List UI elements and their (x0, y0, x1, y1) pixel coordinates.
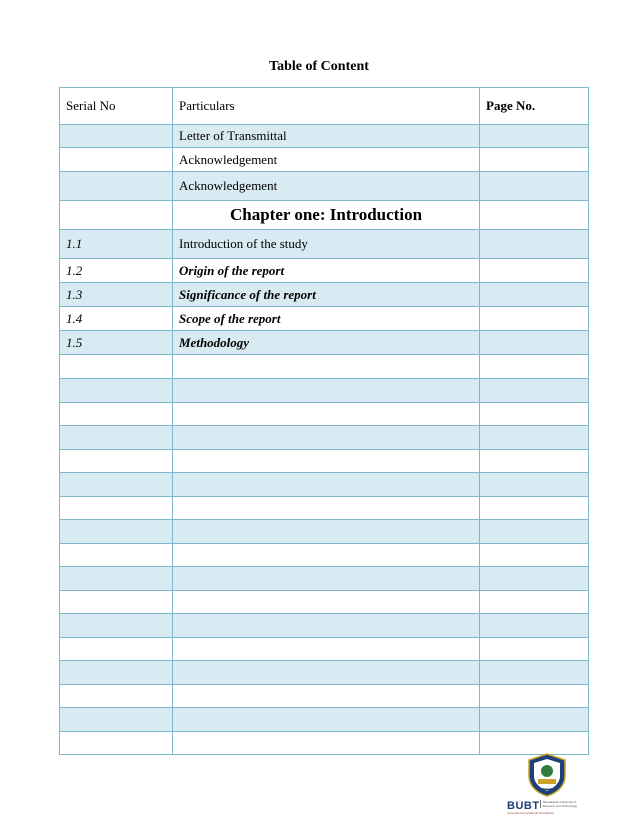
serial-cell: 1.4 (60, 307, 173, 331)
chapter-heading: Chapter one: Introduction (173, 201, 480, 230)
page-cell (480, 259, 589, 283)
particulars-cell: Origin of the report (173, 259, 480, 283)
logo-brand: BUBT (507, 800, 540, 812)
table-row (60, 331, 589, 355)
empty-row (60, 403, 589, 426)
page-cell (480, 125, 589, 148)
table-header-row (60, 88, 589, 125)
particulars-cell: Significance of the report (173, 283, 480, 307)
table-row (60, 172, 589, 201)
header-particulars: Particulars (173, 88, 480, 125)
table-row (60, 283, 589, 307)
empty-row (60, 614, 589, 638)
chapter-row (60, 201, 589, 230)
serial-cell (60, 172, 173, 201)
university-logo (507, 752, 587, 814)
serial-cell: 1.3 (60, 283, 173, 307)
particulars-cell: Methodology (173, 331, 480, 355)
table-row (60, 148, 589, 172)
empty-row (60, 379, 589, 403)
table-row (60, 259, 589, 283)
header-page: Page No. (480, 88, 589, 125)
crest-icon (525, 752, 569, 798)
table-row (60, 307, 589, 331)
empty-row (60, 544, 589, 567)
particulars-cell: Introduction of the study (173, 230, 480, 259)
empty-row (60, 450, 589, 473)
empty-row (60, 497, 589, 520)
page-cell (480, 230, 589, 259)
table-row (60, 230, 589, 259)
header-serial: Serial No (60, 88, 173, 125)
page-cell (480, 307, 589, 331)
logo-tagline: Committed to Academic Excellence (507, 811, 555, 815)
page-title: Table of Content (269, 59, 369, 74)
empty-row (60, 708, 589, 732)
serial-cell (60, 125, 173, 148)
empty-row (60, 520, 589, 544)
empty-row (60, 567, 589, 591)
serial-cell: 1.5 (60, 331, 173, 355)
empty-row (60, 685, 589, 708)
empty-row (60, 661, 589, 685)
empty-row (60, 473, 589, 497)
serial-cell (60, 148, 173, 172)
table-row (60, 125, 589, 148)
empty-row (60, 355, 589, 379)
table-of-contents (59, 87, 589, 755)
empty-row (60, 591, 589, 614)
empty-row (60, 638, 589, 661)
page-cell (480, 148, 589, 172)
logo-full-name: Bangladesh University of Business and Technology (540, 800, 589, 808)
particulars-cell: Letter of Transmittal (173, 125, 480, 148)
particulars-cell: Acknowledgement (173, 148, 480, 172)
page-cell (480, 331, 589, 355)
page-cell (480, 172, 589, 201)
serial-cell: 1.1 (60, 230, 173, 259)
particulars-cell: Scope of the report (173, 307, 480, 331)
empty-row (60, 426, 589, 450)
serial-cell: 1.2 (60, 259, 173, 283)
page-cell (480, 283, 589, 307)
particulars-cell: Acknowledgement (173, 172, 480, 201)
